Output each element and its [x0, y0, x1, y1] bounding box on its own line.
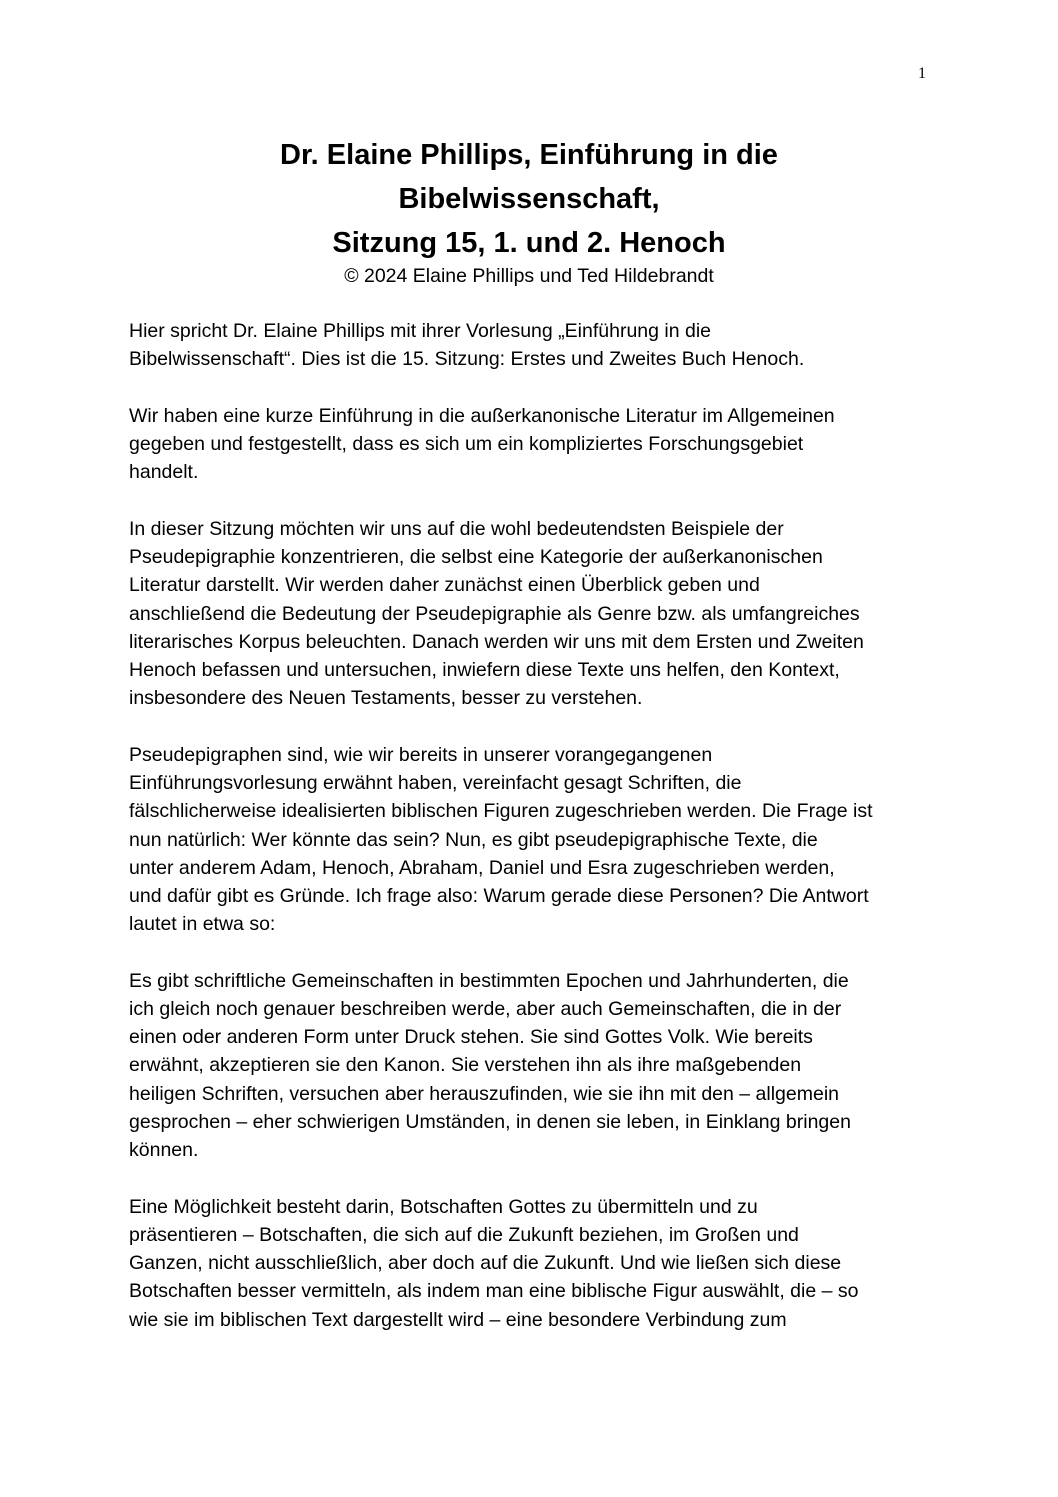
text-line: literarisches Korpus beleuchten. Danach werden wir uns mit dem Ersten und Zweiten — [129, 630, 864, 653]
text-line: Es gibt schriftliche Gemeinschaften in bestimmten Epochen und Jahrhunderten, die — [129, 969, 849, 992]
text-line: Wir haben eine kurze Einführung in die außerkanonische Literatur im Allgemeinen — [129, 404, 835, 427]
text-line: nun natürlich: Wer könnte das sein? Nun, es gibt pseudepigraphische Texte, die — [129, 828, 818, 851]
text-line: Literatur darstellt. Wir werden daher zunächst einen Überblick geben und — [129, 574, 760, 597]
body-text — [129, 317, 939, 1362]
text-line: insbesondere des Neuen Testaments, besser zu verstehen. — [129, 687, 643, 710]
paragraph-6 — [129, 1193, 939, 1334]
text-line: gesprochen – eher schwierigen Umständen, in denen sie leben, in Einklang bringen — [129, 1110, 851, 1133]
text-line: Pseudepigraphen sind, wie wir bereits in unserer vorangegangenen — [129, 743, 713, 766]
text-line: wie sie im biblischen Text dargestellt wird – eine besondere Verbindung zum — [129, 1308, 787, 1331]
copyright-notice: © 2024 Elaine Phillips und Ted Hildebrandt — [344, 265, 714, 287]
text-line: handelt. — [129, 461, 199, 484]
text-line: Henoch befassen und untersuchen, inwiefern diese Texte uns helfen, den Kontext, — [129, 659, 840, 682]
text-line: Pseudepigraphie konzentrieren, die selbst eine Kategorie der außerkanonischen — [129, 546, 823, 569]
document-title — [0, 133, 1058, 265]
title-line-3: Sitzung 15, 1. und 2. Henoch — [332, 227, 726, 259]
text-line: können. — [129, 1139, 199, 1162]
paragraph-2 — [129, 402, 939, 487]
text-line: einen oder anderen Form unter Druck stehen. Sie sind Gottes Volk. Wie bereits — [129, 1026, 813, 1049]
title-line-1: Dr. Elaine Phillips, Einführung in die — [280, 139, 778, 171]
text-line: und dafür gibt es Gründe. Ich frage also: Warum gerade diese Personen? Die Antwort — [129, 884, 869, 907]
text-line: lautet in etwa so: — [129, 913, 276, 936]
page-number: 1 — [918, 65, 926, 82]
text-line: Einführungsvorlesung erwähnt haben, vereinfacht gesagt Schriften, die — [129, 772, 742, 795]
paragraph-5 — [129, 967, 939, 1164]
text-line: präsentieren – Botschaften, die sich auf die Zukunft beziehen, im Großen und — [129, 1223, 799, 1246]
text-line: Bibelwissenschaft“. Dies ist die 15. Sitzung: Erstes und Zweites Buch Henoch. — [129, 348, 805, 371]
text-line: erwähnt, akzeptieren sie den Kanon. Sie verstehen ihn als ihre maßgebenden — [129, 1054, 802, 1077]
text-line: Botschaften besser vermitteln, als indem man eine biblische Figur auswählt, die – so — [129, 1280, 859, 1303]
text-line: Ganzen, nicht ausschließlich, aber doch auf die Zukunft. Und wie ließen sich diese — [129, 1252, 842, 1275]
text-line: unter anderem Adam, Henoch, Abraham, Daniel und Esra zugeschrieben werden, — [129, 856, 835, 879]
paragraph-1 — [129, 317, 939, 373]
text-line: ich gleich noch genauer beschreiben werde, aber auch Gemeinschaften, die in der — [129, 998, 842, 1021]
text-line: Eine Möglichkeit besteht darin, Botschaften Gottes zu übermitteln und zu — [129, 1195, 758, 1218]
text-line: In dieser Sitzung möchten wir uns auf die wohl bedeutendsten Beispiele der — [129, 518, 784, 541]
text-line: fälschlicherweise idealisierten biblischen Figuren zugeschrieben werden. Die Frage ist — [129, 800, 873, 823]
text-line: gegeben und festgestellt, dass es sich um ein kompliziertes Forschungsgebiet — [129, 433, 804, 456]
title-line-2: Bibelwissenschaft, — [398, 183, 660, 215]
paragraph-3 — [129, 515, 939, 712]
text-line: Hier spricht Dr. Elaine Phillips mit ihrer Vorlesung „Einführung in die — [129, 320, 712, 342]
paragraph-4 — [129, 741, 939, 938]
text-line: heiligen Schriften, versuchen aber herauszufinden, wie sie ihn mit den – allgemein — [129, 1082, 839, 1105]
text-line: anschließend die Bedeutung der Pseudepigraphie als Genre bzw. als umfangreiches — [129, 602, 860, 625]
